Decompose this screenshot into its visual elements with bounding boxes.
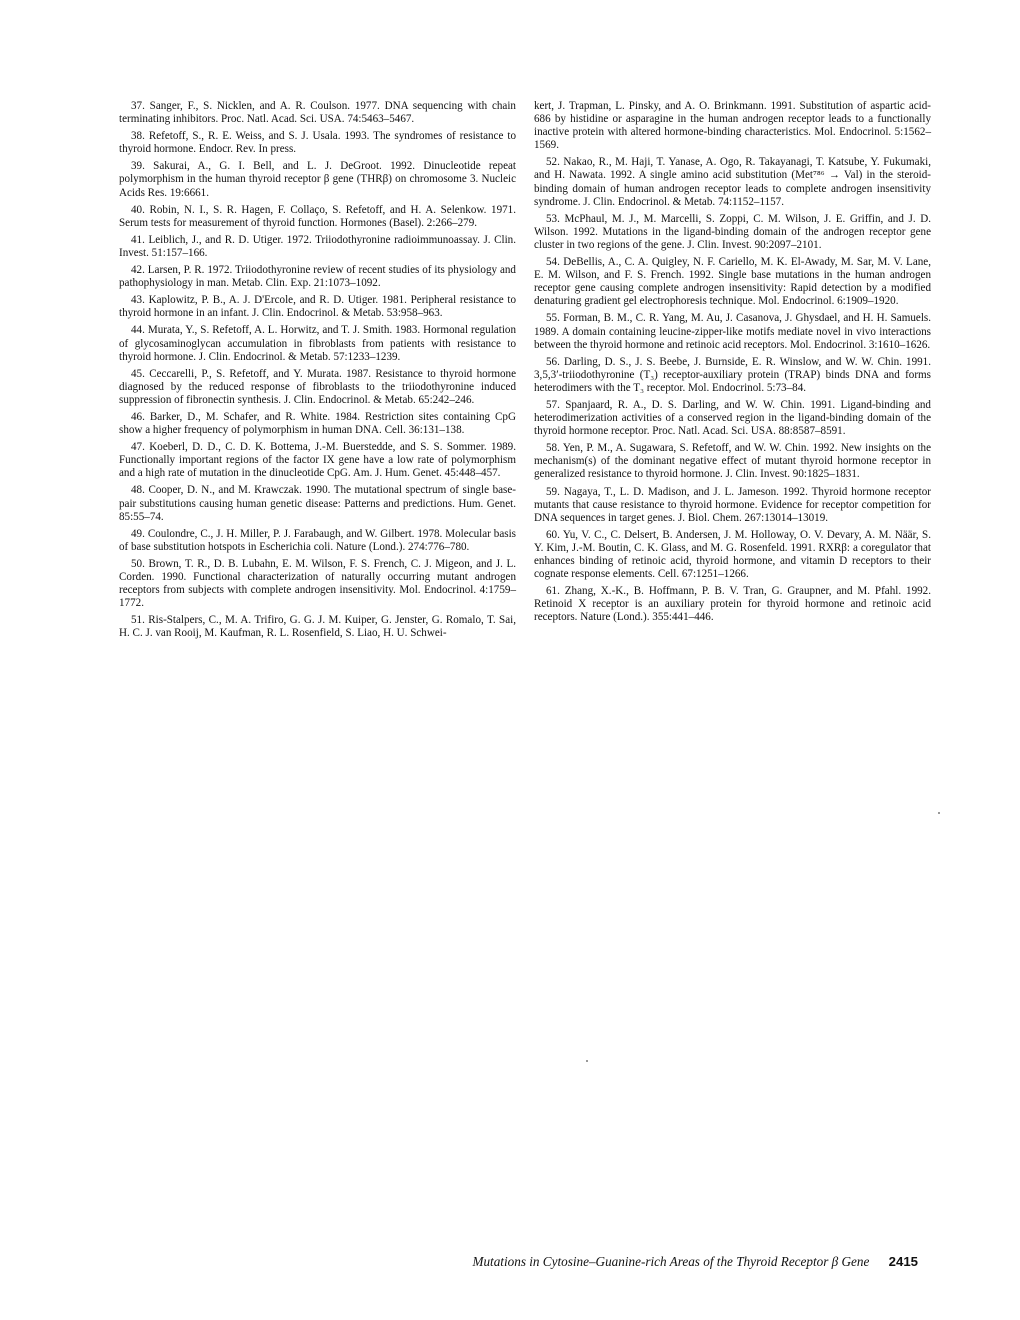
reference-column-right	[534, 100, 931, 628]
reference-number: 44.	[131, 324, 145, 337]
scan-speck	[938, 812, 940, 814]
reference-entry	[119, 528, 516, 554]
reference-text: Ris-Stalpers, C., M. A. Trifiro, G. G. J. M. Kuiper, G. Jenster, G. Romalo, T. Sai, H. C. J. van Rooij, M. Kaufman, R. L. Rosenfield, S. Liao, H. U. Schwei-	[119, 614, 516, 640]
reference-text: Nakao, R., M. Haji, T. Yanase, A. Ogo, R. Takayanagi, T. Katsube, Y. Fukumaki, and H. Nawata. 1992. A single amino acid substitution (Met⁷⁸⁶ → Val) in the steroid-binding domain of human androgen receptor leads to complete androgen insensitivity syndrome. J. Clin. Endocrinol. & Metab. 74:1152–1157.	[534, 156, 931, 208]
page-number: 2415	[888, 1254, 918, 1269]
reference-entry	[534, 213, 931, 252]
reference-number: 57.	[546, 398, 560, 411]
reference-number: 58.	[546, 442, 560, 455]
reference-entry	[119, 324, 516, 363]
reference-number: 49.	[131, 527, 145, 540]
reference-text: Koeberl, D. D., C. D. K. Bottema, J.-M. Buerstedde, and S. S. Sommer. 1989. Functionally important regions of the factor IX gene have a low rate of polymorphism and a high rate of mutation in the dinucleotide CpG. Am. J. Hum. Genet. 45:448–457.	[119, 441, 516, 480]
reference-number: 37.	[131, 100, 145, 112]
reference-entry	[119, 614, 516, 640]
reference-entry	[119, 264, 516, 290]
reference-text: Ceccarelli, P., S. Refetoff, and Y. Murata. 1987. Resistance to thyroid hormone diagnosed by the reduced response of fibroblasts to the triiodothyronine induced suppression of fibronectin synthesis. J. Clin. Endocrinol. & Metab. 65:242–246.	[119, 367, 517, 406]
reference-entry	[534, 442, 931, 481]
reference-text: Yu, V. C., C. Delsert, B. Andersen, J. M. Holloway, O. V. Devary, A. M. Näär, S. Y. Kim, J.-M. Boutin, C. K. Glass, and M. G. Rosenfeld. 1991. RXRβ: a coregulator that enhances binding of retinoic acid, thyroid hormone, and vitamin D receptors to their cognate response elements. Cell. 67:1251–1266.	[534, 528, 931, 581]
reference-entry	[119, 441, 516, 480]
reference-text: Nagaya, T., L. D. Madison, and J. L. Jameson. 1992. Thyroid hormone receptor mutants that cause resistance to thyroid hormone. Evidence for receptor competition for DNA sequences in target genes. J. Biol. Chem. 267:13014–13019.	[534, 485, 931, 524]
reference-entry	[534, 312, 931, 351]
reference-text: kert, J. Trapman, L. Pinsky, and A. O. Brinkmann. 1991. Substitution of aspartic acid-686 by histidine or asparagine in the human androgen receptor leads to a functionally inactive protein with altered hormone-binding characteristics. Mol. Endocrinol. 5:1562–1569.	[534, 100, 931, 152]
reference-entry	[119, 558, 516, 610]
reference-entry	[119, 100, 516, 126]
reference-entry	[534, 529, 931, 581]
reference-text: Brown, T. R., D. B. Lubahn, E. M. Wilson, F. S. French, C. J. Migeon, and J. L. Corden. 1990. Functional characterization of naturally occurring mutant androgen receptors from subjects with complete androgen insensitivity. Mol. Endocrinol. 4:1759–1772.	[119, 557, 516, 610]
reference-number: 48.	[131, 484, 145, 497]
reference-number: 50.	[131, 557, 145, 570]
reference-number: 55.	[546, 312, 560, 325]
reference-number: 45.	[131, 367, 145, 380]
reference-number: 39.	[131, 160, 145, 173]
page-footer	[400, 1254, 918, 1270]
reference-entry	[534, 356, 931, 395]
reference-text: Murata, Y., S. Refetoff, A. L. Horwitz, and T. J. Smith. 1983. Hormonal regulation of glycosaminoglycan accumulation in fibroblasts from patients with resistance to thyroid hormone. J. Clin. Endocrinol. & Metab. 57:1233–1239.	[119, 324, 516, 363]
reference-number: 52.	[546, 156, 560, 169]
reference-entry	[119, 411, 516, 437]
reference-entry	[119, 294, 516, 320]
running-title: Mutations in Cytosine–Guanine-rich Areas of the Thyroid Receptor β Gene	[472, 1254, 870, 1269]
reference-number: 53.	[546, 212, 560, 225]
reference-number: 60.	[546, 528, 560, 541]
reference-number: 38.	[131, 130, 145, 143]
reference-number: 54.	[546, 256, 560, 269]
reference-number: 43.	[131, 294, 145, 307]
reference-number: 47.	[131, 441, 145, 454]
reference-number: 46.	[131, 410, 145, 423]
reference-number: 61.	[546, 585, 560, 598]
reference-text: Cooper, D. N., and M. Krawczak. 1990. The mutational spectrum of single base-pair substitutions causing human genetic disease: Patterns and predictions. Hum. Genet. 85:55–74.	[119, 484, 516, 523]
reference-text: McPhaul, M. J., M. Marcelli, S. Zoppi, C. M. Wilson, J. E. Griffin, and J. D. Wilson. 1992. Mutations in the ligand-binding domain of the androgen receptor gene cluster in two regions of the gene. J. Clin. Invest. 90:2097–2101.	[534, 212, 931, 251]
reference-text: Robin, N. I., S. R. Hagen, F. Collaço, S. Refetoff, and H. A. Selenkow. 1971. Serum tests for measurement of thyroid function. Hormones (Basel). 2:266–279.	[119, 203, 516, 229]
reference-number: 51.	[131, 614, 145, 627]
reference-text: Forman, B. M., C. R. Yang, M. Au, J. Casanova, J. Ghysdael, and H. H. Samuels. 1989. A domain containing leucine-zipper-like motifs mediate novel in vivo interactions between the thyroid hormone and retinoic acid receptors. Mol. Endocrinol. 3:1610–1626.	[534, 312, 931, 351]
reference-entry	[119, 368, 516, 407]
reference-entry	[534, 585, 931, 624]
reference-text: Sanger, F., S. Nicklen, and A. R. Coulson. 1977. DNA sequencing with chain terminating inhibitors. Proc. Natl. Acad. Sci. USA. 74:5463–5467.	[119, 100, 516, 126]
reference-text: Spanjaard, R. A., D. S. Darling, and W. W. Chin. 1991. Ligand-binding and heterodimerization activities of a conserved region in the ligand-binding domain of the thyroid hormone receptor. Proc. Natl. Acad. Sci. USA. 88:8587–8591.	[534, 398, 931, 438]
reference-number: 41.	[131, 233, 145, 246]
reference-entry	[119, 130, 516, 156]
reference-entry	[534, 156, 931, 208]
reference-text: Barker, D., M. Schafer, and R. White. 1984. Restriction sites containing CpG show a higher frequency of polymorphism in human DNA. Cell. 36:131–138.	[119, 410, 516, 437]
reference-text: Coulondre, C., J. H. Miller, P. J. Farabaugh, and W. Gilbert. 1978. Molecular basis of base substitution hotspots in Escherichia coli. Nature (Lond.). 274:776–780.	[119, 527, 516, 553]
reference-entry	[119, 484, 516, 523]
reference-text: Darling, D. S., J. S. Beebe, J. Burnside, E. R. Winslow, and W. W. Chin. 1991. 3,5,3′-triiodothyronine (T₃) receptor-auxiliary protein (TRAP) binds DNA and forms heterodimers with the T₃ receptor. Mol. Endocrinol. 5:73–84.	[534, 355, 931, 394]
reference-number: 40.	[131, 203, 145, 216]
reference-text: Larsen, P. R. 1972. Triiodothyronine review of recent studies of its physiology and pathophysiology in man. Metab. Clin. Exp. 21:1073–1092.	[119, 264, 516, 290]
reference-text: Refetoff, S., R. E. Weiss, and S. J. Usala. 1993. The syndromes of resistance to thyroid hormone. Endocr. Rev. In press.	[119, 130, 516, 156]
reference-number: 42.	[131, 264, 145, 277]
reference-entry	[534, 399, 931, 438]
reference-entry	[119, 160, 516, 199]
reference-number: 56.	[546, 355, 560, 368]
reference-entry	[534, 100, 931, 152]
reference-entry	[534, 256, 931, 308]
reference-column-left	[119, 100, 516, 644]
reference-entry	[119, 234, 516, 260]
reference-text: Leiblich, J., and R. D. Utiger. 1972. Triiodothyronine radioimmunoassay. J. Clin. Invest. 51:157–166.	[119, 233, 517, 259]
reference-entry	[119, 204, 516, 230]
reference-text: Kaplowitz, P. B., A. J. D'Ercole, and R. D. Utiger. 1981. Peripheral resistance to thyroid hormone in an infant. J. Clin. Endocrinol. & Metab. 53:958–963.	[119, 294, 516, 320]
reference-text: Zhang, X.-K., B. Hoffmann, P. B. V. Tran, G. Graupner, and M. Pfahl. 1992. Retinoid X receptor is an auxiliary protein for thyroid hormone and retinoic acid receptors. Nature (Lond.). 355:441–446.	[534, 585, 931, 624]
reference-text: DeBellis, A., C. A. Quigley, N. F. Cariello, M. K. El-Awady, M. Sar, M. V. Lane, E. M. Wilson, and F. S. French. 1992. Single base mutations in the human androgen receptor gene causing complete androgen insensitivity: Rapid detection by a modified denaturing gradient gel electrophoresis technique. Mol. Endocrinol. 6:1909–1920.	[534, 256, 932, 308]
reference-entry	[534, 486, 931, 525]
reference-text: Yen, P. M., A. Sugawara, S. Refetoff, and W. W. Chin. 1992. New insights on the mechanism(s) of the dominant negative effect of mutant thyroid hormone receptor in generalized resistance to thyroid hormone. J. Clin. Invest. 90:1825–1831.	[534, 442, 931, 481]
scan-speck	[586, 1060, 588, 1062]
reference-text: Sakurai, A., G. I. Bell, and L. J. DeGroot. 1992. Dinucleotide repeat polymorphism in the human thyroid receptor β gene (THRβ) on chromosome 3. Nucleic Acids Res. 19:6661.	[119, 160, 517, 199]
reference-number: 59.	[546, 485, 560, 498]
